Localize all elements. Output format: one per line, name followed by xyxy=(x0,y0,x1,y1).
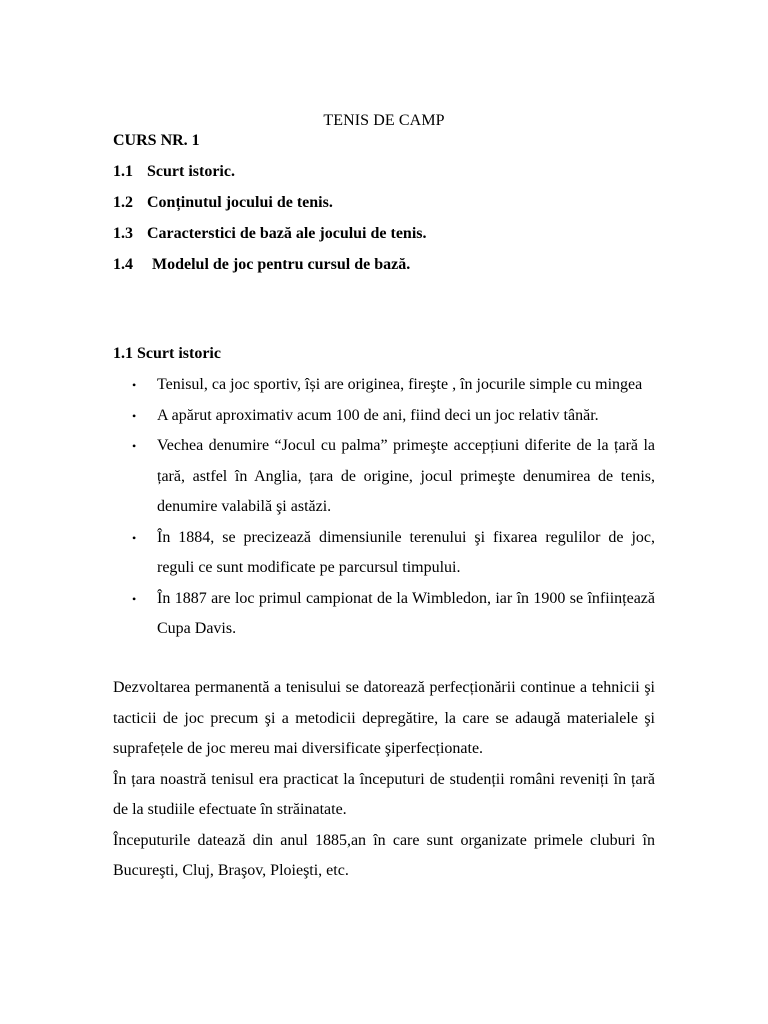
toc-item-number: 1.2 xyxy=(113,194,133,211)
table-of-contents xyxy=(113,131,673,286)
toc-item-text: Modelul de joc pentru cursul de bază. xyxy=(152,256,411,273)
toc-item-text: Scurt istoric. xyxy=(147,163,235,180)
list-item xyxy=(0,370,655,401)
list-item-text: În 1884, se precizează dimensiunile terenului şi fixarea regulilor de joc, reguli ce sunt modificate pe parcursul timpului. xyxy=(157,528,655,576)
bullet-icon: • xyxy=(132,591,137,606)
toc-item-number: 1.3 xyxy=(113,225,133,242)
bullet-icon: • xyxy=(132,530,137,545)
toc-item-text: Conținutul jocului de tenis. xyxy=(147,194,333,211)
list-item-text: A apărut aproximativ acum 100 de ani, fiind deci un joc relativ tânăr. xyxy=(157,406,599,424)
toc-item xyxy=(113,255,673,286)
toc-item xyxy=(113,193,673,224)
list-item-text: Tenisul, ca joc sportiv, își are originea, fireşte , în jocurile simple cu mingea xyxy=(157,376,643,393)
toc-item xyxy=(113,224,673,255)
course-label: CURS NR. 1 xyxy=(113,132,200,149)
toc-item-text: Caracterstici de bază ale jocului de tenis. xyxy=(147,225,427,242)
document-title: TENIS DE CAMP xyxy=(323,112,445,129)
bullet-icon: • xyxy=(132,408,137,423)
list-item xyxy=(0,401,655,432)
list-item xyxy=(0,584,655,645)
toc-item xyxy=(113,162,673,193)
bullet-icon: • xyxy=(132,439,137,453)
history-bullet-list xyxy=(0,370,768,645)
toc-item-number: 1.1 xyxy=(113,163,133,180)
list-item xyxy=(0,523,655,584)
toc-item-number: 1.4 xyxy=(113,256,133,273)
list-item xyxy=(0,431,655,523)
list-item-text: Vechea denumire “Jocul cu palma” primeşte accepțiuni diferite de la țară la țară, astfel în Anglia, țara de origine, jocul primeşte denumirea de tenis, denumire valabilă şi astăzi. xyxy=(157,437,655,515)
section-heading: 1.1 Scurt istoric xyxy=(113,345,221,362)
list-item-text: În 1887 are loc primul campionat de la Wimbledon, iar în 1900 se înființează Cupa Davis. xyxy=(157,589,655,637)
paragraph: Începuturile datează din anul 1885,an în care sunt organizate primele cluburi în Bucureşti, Cluj, Braşov, Ploieşti, etc. xyxy=(113,831,655,879)
body-text xyxy=(113,673,655,887)
bullet-icon: • xyxy=(132,378,137,392)
paragraph: În țara noastră tenisul era practicat la începuturi de studenții români reveniți în țară de la studiile efectuate în străinatate. xyxy=(113,770,655,818)
paragraph: Dezvoltarea permanentă a tenisului se datorează perfecționării continue a tehnicii şi tacticii de joc precum şi a metodicii depregătire, la care se adaugă materialele şi suprafețele de joc mereu mai diversificate şiperfecționate. xyxy=(113,679,655,757)
